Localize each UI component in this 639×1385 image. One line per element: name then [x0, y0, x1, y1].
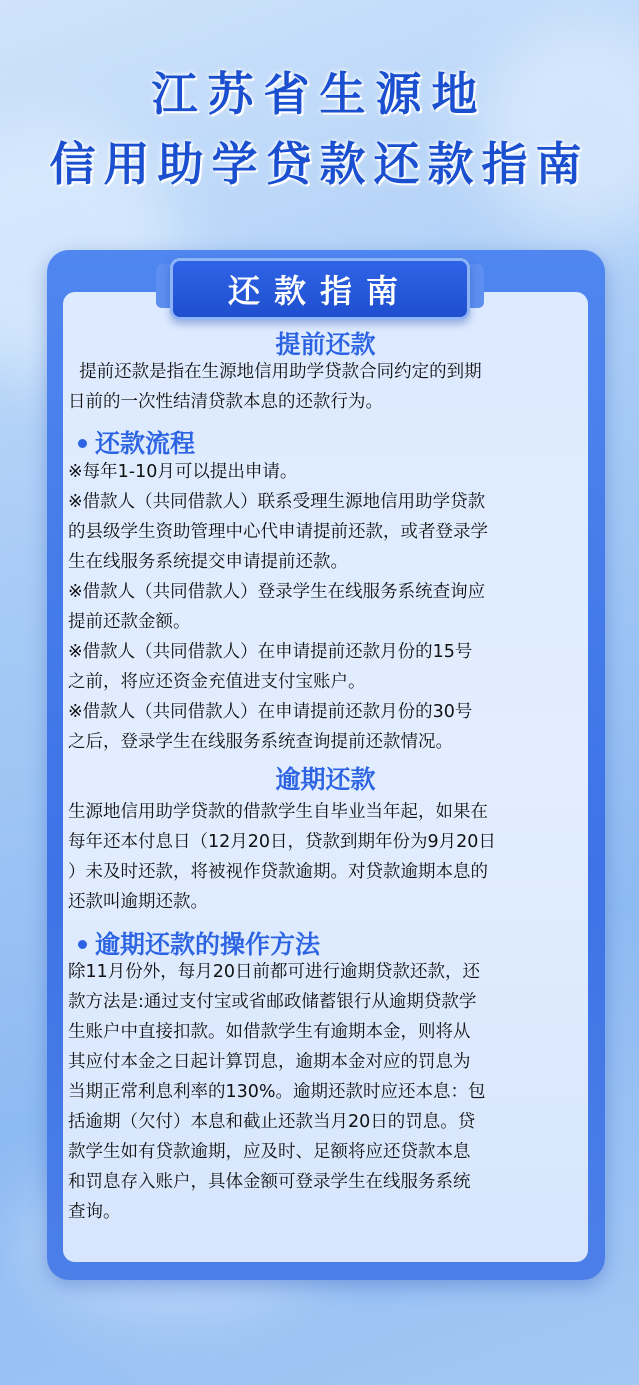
section-body-method	[68, 957, 590, 1227]
page-title-line2: 信用助学贷款还款指南	[49, 137, 590, 191]
text-line: 生在线服务系统提交申请提前还款。	[68, 552, 348, 572]
text-line: 提前还款是指在生源地信用助学贷款合同约定的到期	[68, 362, 482, 382]
section-body-process	[68, 457, 590, 757]
page-title-line1: 江苏省生源地	[151, 67, 488, 121]
bullet-icon	[78, 940, 87, 949]
text-line: ※借款人（共同借款人）登录学生在线服务系统查询应	[68, 582, 486, 602]
text-line: 日前的一次性结清贷款本息的还款行为。	[68, 392, 383, 412]
section-heading-early: 提前还款	[275, 330, 376, 359]
text-line: 款方法是:通过支付宝或省邮政储蓄银行从逾期贷款学	[68, 992, 477, 1012]
text-line: 提前还款金额。	[68, 612, 191, 632]
text-line: 括逾期（欠付）本息和截止还款当月20日的罚息。贷	[68, 1112, 476, 1132]
section-body-early	[68, 357, 590, 417]
text-line: 当期正常利息利率的130%。逾期还款时应还本息：包	[68, 1082, 486, 1102]
text-line: 查询。	[68, 1202, 121, 1222]
section-heading-process	[78, 424, 195, 460]
text-line: 除11月份外，每月20日前都可进行逾期贷款还款，还	[68, 962, 481, 982]
heading-text: 还款流程	[95, 429, 196, 458]
text-line: 之前，将应还资金充值进支付宝账户。	[68, 672, 366, 692]
section-heading-method	[78, 925, 320, 961]
bullet-icon	[78, 439, 87, 448]
text-line: 生账户中直接扣款。如借款学生有逾期本金，则将从	[68, 1022, 471, 1042]
banner-tab-right	[468, 264, 484, 308]
section-heading-overdue: 逾期还款	[275, 765, 376, 794]
text-line: 之后，登录学生在线服务系统查询提前还款情况。	[68, 732, 453, 752]
text-line: 其应付本金之日起计算罚息，逾期本金对应的罚息为	[68, 1052, 471, 1072]
text-line: 的县级学生资助管理中心代申请提前还款，或者登录学	[68, 522, 488, 542]
text-line: 还款叫逾期还款。	[68, 892, 208, 912]
text-line: 款学生如有贷款逾期，应及时、足额将应还贷款本息	[68, 1142, 471, 1162]
text-line: ※每年1-10月可以提出申请。	[68, 462, 298, 482]
text-line: 和罚息存入账户，具体金额可登录学生在线服务系统	[68, 1172, 471, 1192]
section-body-overdue	[68, 797, 590, 917]
heading-text: 逾期还款的操作方法	[95, 930, 321, 959]
text-line: 每年还本付息日（12月20日，贷款到期年份为9月20日	[68, 832, 496, 852]
text-line: ※借款人（共同借款人）联系受理生源地信用助学贷款	[68, 492, 486, 512]
guide-banner: 还款指南	[170, 258, 470, 320]
text-line: 生源地信用助学贷款的借款学生自毕业当年起，如果在	[68, 802, 488, 822]
text-line: ）未及时还款，将被视作贷款逾期。对贷款逾期本息的	[68, 862, 488, 882]
text-line: ※借款人（共同借款人）在申请提前还款月份的15号	[68, 642, 473, 662]
text-line: ※借款人（共同借款人）在申请提前还款月份的30号	[68, 702, 473, 722]
